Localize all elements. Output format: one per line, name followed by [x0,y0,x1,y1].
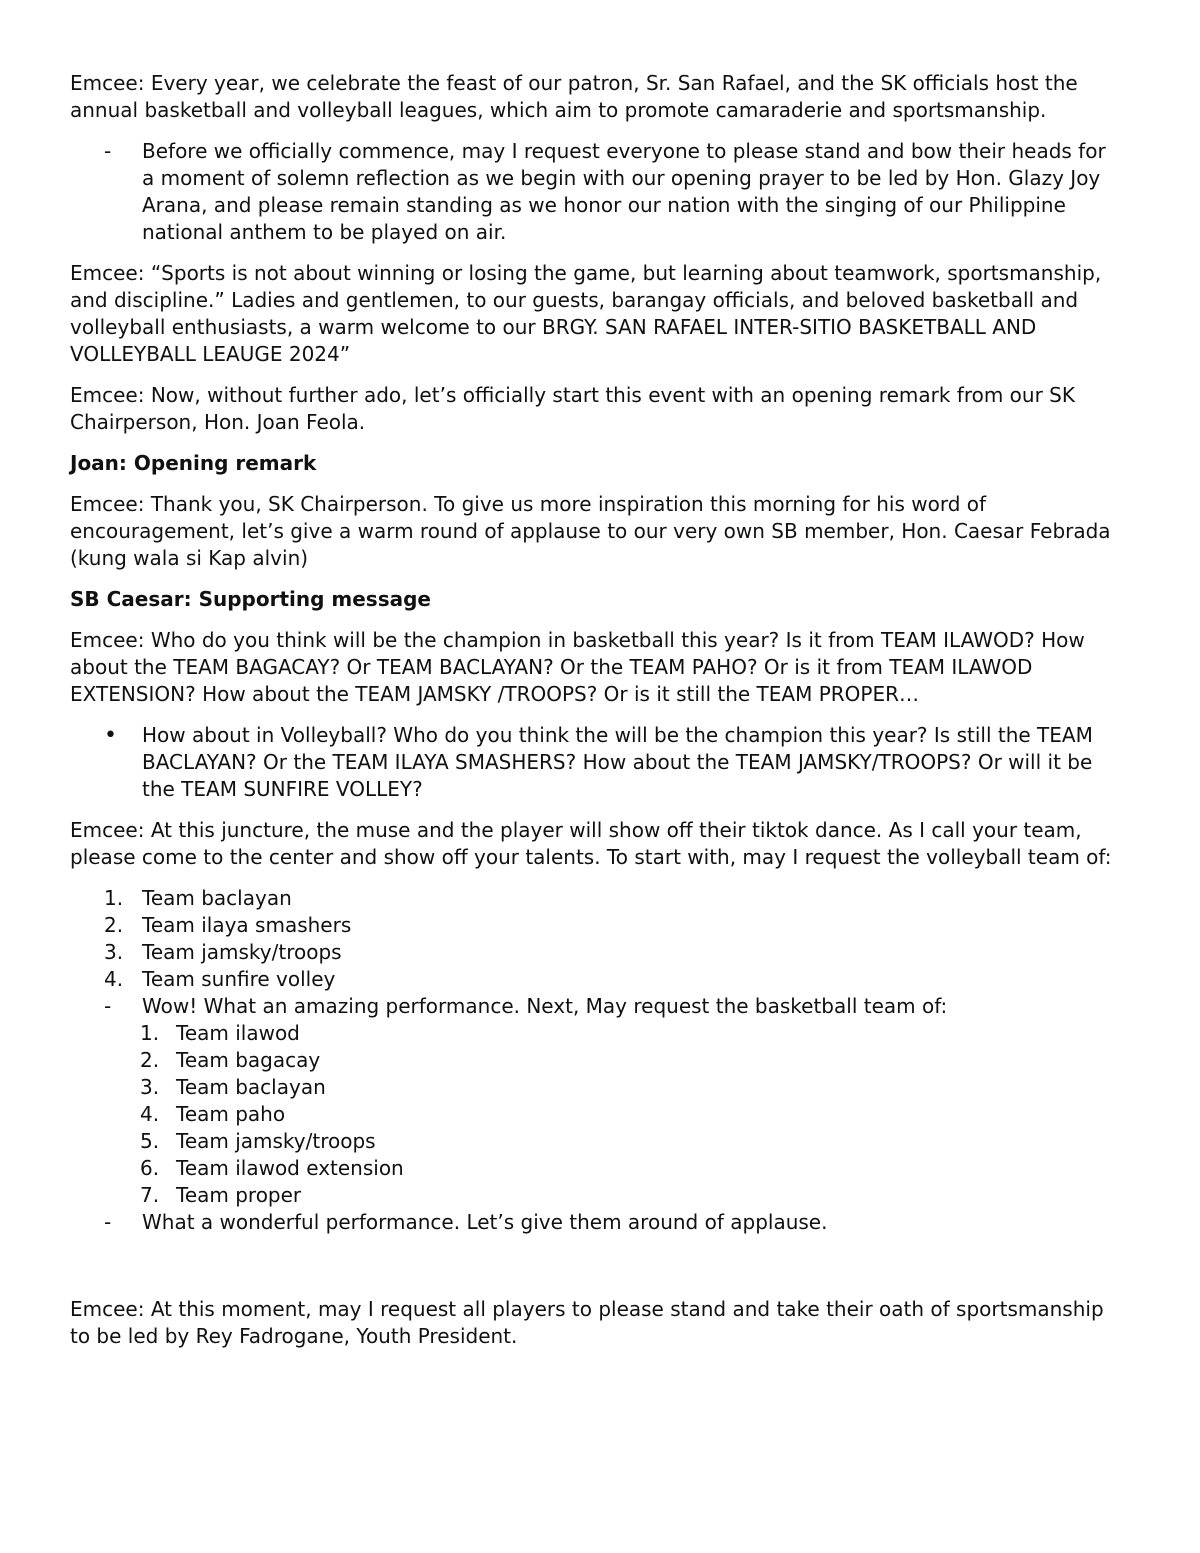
list-number: 1. [104,886,124,910]
paragraph-intro: Emcee: Every year, we celebrate the feast of our patron, Sr. San Rafael, and the SK officials host the annual basketball and volleyball leagues, which aim to promote camaraderie and sportsmanship. [70,71,1078,122]
heading-supporting-message: SB Caesar: Supporting message [70,587,431,611]
team-name: Team ilawod extension [176,1156,404,1180]
list-number: 1. [140,1021,160,1045]
team-name: Team baclayan [142,886,292,910]
team-list-item [70,1128,1122,1155]
dash-marker: - [104,1210,112,1234]
dash-list-prayer [70,138,1122,246]
dash-marker: - [104,994,112,1018]
paragraph-thank-you: Emcee: Thank you, SK Chairperson. To give us more inspiration this morning for his word of encouragement, let’s give a warm round of applause to our very own SB member, Hon. Caesar Febrada (kung wala si Kap alvin) [70,492,1111,570]
basketball-team-list [70,1020,1122,1209]
team-name: Team ilaya smashers [142,913,352,937]
paragraph-basketball-champion: Emcee: Who do you think will be the champion in basketball this year? Is it from TEAM ILAWOD? How about the TEAM BAGACAY? Or TEAM BACLAYAN? Or the TEAM PAHO? Or is it from TEAM ILAWOD EXTENSION? How about the TEAM JAMSKY /TROOPS? Or is it still the TEAM PROPER… [70,628,1085,706]
list-number: 5. [140,1129,160,1153]
team-list-item [70,1047,1122,1074]
team-name: Team baclayan [176,1075,326,1099]
team-list-item [70,1182,1122,1209]
list-number: 7. [140,1183,160,1207]
bullet-marker: • [104,723,117,748]
list-number: 2. [104,913,124,937]
team-name: Team sunfire volley [142,967,336,991]
team-list-item [70,1020,1122,1047]
list-item-text: How about in Volleyball? Who do you think the will be the champion this year? Is still the TEAM BACLAYAN? Or the TEAM ILAYA SMASHERS? How about the TEAM JAMSKY/TROOPS? Or will it be the TEAM SUNFIRE VOLLEY? [142,723,1093,801]
list-number: 3. [140,1075,160,1099]
dash-list-applause [70,1209,1122,1236]
team-name: Team proper [176,1183,302,1207]
team-list-item [70,1155,1122,1182]
list-number: 3. [104,940,124,964]
team-list-item [70,1074,1122,1101]
list-number: 6. [140,1156,160,1180]
team-list-item [70,1101,1122,1128]
spacer [70,1250,1122,1296]
list-item [70,722,1122,803]
team-name: Team jamsky/troops [142,940,342,964]
paragraph-tiktok-dance: Emcee: At this juncture, the muse and the player will show off their tiktok dance. As I call your team, please come to the center and show off your talents. To start with, may I request the volleyball team of: [70,818,1112,869]
heading-opening-remark: Joan: Opening remark [70,451,317,475]
list-item [70,1209,1122,1236]
dash-list-basketball [70,993,1122,1020]
list-item-text: Before we officially commence, may I request everyone to please stand and bow their heads for a moment of solemn reflection as we begin with our opening prayer to be led by Hon. Glazy Joy Arana, and please remain standing as we honor our nation with the singing of our Philippine national anthem to be played on air. [142,139,1106,244]
list-number: 4. [104,967,124,991]
team-list-item [70,939,1122,966]
paragraph-opening-remark-intro: Emcee: Now, without further ado, let’s officially start this event with an opening remark from our SK Chairperson, Hon. Joan Feola. [70,383,1075,434]
team-lists [70,885,1122,1236]
volleyball-team-list [70,885,1122,993]
team-name: Team paho [176,1102,286,1126]
list-item-text: Wow! What an amazing performance. Next, May request the basketball team of: [142,994,948,1018]
list-item-text: What a wonderful performance. Let’s give them around of applause. [142,1210,828,1234]
bullet-list-volleyball [70,722,1122,803]
dash-marker: - [104,139,112,163]
list-number: 4. [140,1102,160,1126]
team-list-item [70,912,1122,939]
team-name: Team ilawod [176,1021,300,1045]
team-name: Team bagacay [176,1048,321,1072]
paragraph-oath: Emcee: At this moment, may I request all players to please stand and take their oath of sportsmanship to be led by Rey Fadrogane, Youth President. [70,1297,1104,1348]
list-item [70,138,1122,246]
paragraph-welcome: Emcee: “Sports is not about winning or losing the game, but learning about teamwork, sportsmanship, and discipline.” Ladies and gentlemen, to our guests, barangay officials, and beloved basketball and volleyball enthusiasts, a warm welcome to our BRGY. SAN RAFAEL INTER-SITIO BASKETBALL AND VOLLEYBALL LEAUGE 2024” [70,261,1102,366]
list-item [70,993,1122,1020]
team-list-item [70,885,1122,912]
team-name: Team jamsky/troops [176,1129,376,1153]
team-list-item [70,966,1122,993]
list-number: 2. [140,1048,160,1072]
